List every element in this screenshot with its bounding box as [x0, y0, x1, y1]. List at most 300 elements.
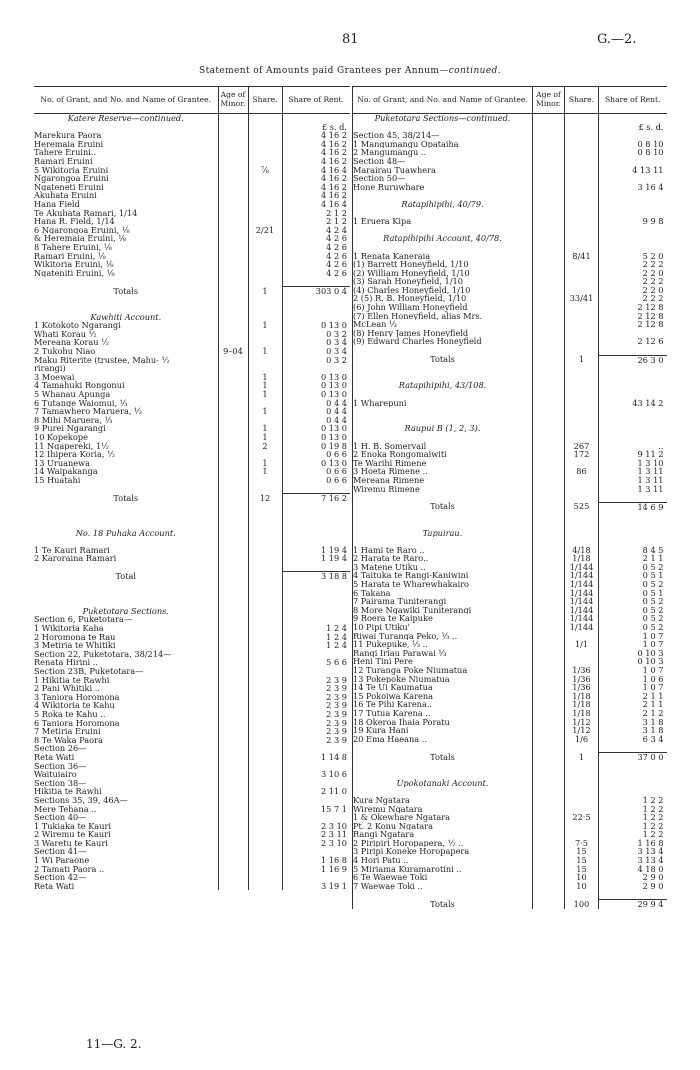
age-cell [218, 590, 248, 599]
rent-cell: 1 2 2 [599, 830, 667, 839]
age-cell [218, 503, 248, 512]
table-row [34, 787, 350, 796]
age-cell [533, 320, 565, 329]
rent-cell: 4 2 4 [282, 226, 350, 235]
table-row [353, 174, 667, 183]
rent-cell: 4 13 11 [599, 166, 667, 175]
grantee-cell: 8 More Ngawiki Tuniterangi [353, 606, 533, 615]
section-heading: Tapuirau. [353, 529, 533, 538]
rent-cell: 2 12 8 [599, 312, 667, 321]
share-cell [248, 157, 282, 166]
age-cell [218, 615, 248, 624]
age-cell [218, 762, 248, 771]
rent-cell: .. [599, 442, 667, 451]
table-row [34, 485, 350, 494]
grantee-cell [353, 493, 533, 502]
table-row [353, 260, 667, 269]
rent-cell: 3 10 6 [282, 770, 350, 779]
age-cell [533, 364, 565, 373]
age-cell [218, 624, 248, 633]
table-row [34, 650, 350, 659]
age-cell [218, 174, 248, 183]
rent-cell [599, 157, 667, 166]
age-cell [218, 364, 248, 373]
grantee-cell: 9 Roera te Kaipuke [353, 614, 533, 623]
grantee-cell [353, 770, 533, 779]
share-cell: 15 [565, 847, 599, 856]
grantee-cell: 10 Pipi Utiku' [353, 623, 533, 632]
share-cell [565, 312, 599, 321]
grantee-cell [353, 520, 533, 529]
age-cell [533, 174, 565, 183]
rent-cell: 2 12 6 [599, 337, 667, 346]
table-row [353, 890, 667, 899]
age-cell [218, 356, 248, 365]
table-row [34, 191, 350, 200]
header-rent: Share of Rent. [282, 87, 350, 114]
age-cell [218, 295, 248, 304]
share-cell [248, 779, 282, 788]
table-row [353, 805, 667, 814]
share-cell [248, 839, 282, 848]
age-cell [218, 822, 248, 831]
share-cell: 15 [565, 865, 599, 874]
table-row [34, 123, 350, 132]
share-cell [565, 796, 599, 805]
rent-cell [282, 813, 350, 822]
age-cell [533, 148, 565, 157]
age-cell [533, 485, 565, 494]
table-row [34, 390, 350, 399]
age-cell [533, 589, 565, 598]
grantee-cell: (3) Sarah Honeyfield, 1/10 [353, 277, 533, 286]
rent-cell [599, 743, 667, 752]
rent-cell: 2 12 8 [599, 320, 667, 329]
share-cell [565, 890, 599, 899]
section-heading: Raupui B (1, 2, 3). [353, 424, 533, 433]
share-cell: 1/6 [565, 735, 599, 744]
rent-cell: 2 3 9 [282, 676, 350, 685]
rent-cell [599, 191, 667, 200]
age-cell [533, 476, 565, 485]
grantee-cell [34, 563, 218, 572]
table-row [34, 537, 350, 546]
share-cell: 22·5 [565, 813, 599, 822]
rent-cell: 26 3 0 [599, 355, 667, 364]
grantee-cell: Rangi Ngatara [353, 830, 533, 839]
grantee-cell: Whati Korau ½ [34, 329, 97, 339]
rent-cell: 4 16 2 [282, 191, 350, 200]
table-row [34, 304, 350, 313]
section-heading-row [34, 607, 350, 616]
grantee-cell: (2) William Honeyfield, 1/10 [353, 269, 533, 278]
table-row [353, 666, 667, 675]
share-cell [248, 572, 282, 581]
rent-cell [599, 234, 667, 243]
rent-cell [282, 744, 350, 753]
grantee-cell: Heni Tini Pere [353, 657, 533, 666]
share-cell [565, 157, 599, 166]
share-cell [248, 727, 282, 736]
share-cell: 1 [565, 752, 599, 761]
grantee-cell: 19 Kura Hani [353, 726, 533, 735]
grantee-cell: Ngateniti Eruini, ⅛ [34, 268, 115, 278]
grantee-cell [353, 743, 533, 752]
rent-cell: 2 1 2 [282, 209, 350, 218]
age-cell [533, 529, 565, 538]
share-cell [248, 667, 282, 676]
table-row [353, 873, 667, 882]
age-cell [218, 847, 248, 856]
age-cell [218, 865, 248, 874]
rent-cell [282, 762, 350, 771]
grantee-cell: 14 Te Ui Kaumatua [353, 683, 533, 692]
grantee-cell: 11 Ngapereki, 1½ [34, 441, 110, 451]
share-cell [565, 493, 599, 502]
age-cell [218, 676, 248, 685]
rent-cell: 0 10 3 [599, 657, 667, 666]
rent-cell: 1 3 10 [599, 459, 667, 468]
age-cell [218, 796, 248, 805]
share-cell [248, 598, 282, 607]
table-row [34, 407, 350, 416]
share-cell: 1/36 [565, 683, 599, 692]
table-row [34, 347, 350, 356]
share-cell [248, 633, 282, 642]
age-cell [533, 571, 565, 580]
totals-row [353, 900, 667, 909]
grantee-cell: Renata Hirini .. [34, 658, 98, 667]
age-cell [533, 830, 565, 839]
age-cell [218, 467, 248, 476]
grantee-cell: 4 Hori Patu .. [353, 856, 533, 865]
grantee-cell: Kura Ngatara [353, 796, 533, 805]
age-cell [533, 243, 565, 252]
table-row [353, 882, 667, 891]
age-cell [218, 805, 248, 814]
share-cell [565, 529, 599, 538]
rent-cell [282, 511, 350, 520]
rent-cell: 1 14 8 [282, 753, 350, 762]
grantee-cell: (8) Henry James Honeyfield [353, 329, 533, 338]
grantee-cell: Hana R. Field, 1/14 [34, 217, 115, 226]
table-row [353, 467, 667, 476]
section-heading: Ratapihipihi Account, 40/78. [353, 234, 533, 243]
age-cell [218, 338, 248, 347]
rent-cell: 0 13 0 [282, 390, 350, 399]
share-cell [565, 399, 599, 408]
share-cell [248, 399, 282, 408]
table-row [353, 407, 667, 416]
rent-cell [599, 424, 667, 433]
rent-cell [599, 200, 667, 209]
rent-cell [282, 590, 350, 599]
grantee-cell [353, 226, 533, 235]
grantee-cell [34, 304, 218, 313]
grantee-cell: 2 Enoka Rongomaiwiti [353, 450, 533, 459]
grantee-cell: 10 Kopekope [34, 432, 88, 442]
table-row [353, 269, 667, 278]
share-cell [565, 787, 599, 796]
grantee-cell: 17 Tutua Karena .. [353, 709, 533, 718]
share-cell [248, 744, 282, 753]
age-cell [533, 614, 565, 623]
share-cell [248, 615, 282, 624]
share-cell [248, 511, 282, 520]
age-cell [533, 346, 565, 355]
rent-cell: 2 1 1 [599, 700, 667, 709]
rent-cell: 3 19 1 [282, 882, 350, 891]
age-cell [533, 502, 565, 511]
age-cell [218, 520, 248, 529]
grantee-cell: 3 Matene Utiku .. [353, 563, 533, 572]
rent-cell: 8 4 5 [599, 546, 667, 555]
share-cell: 1 [565, 355, 599, 364]
section-heading-row [34, 529, 350, 538]
age-cell [533, 692, 565, 701]
grantee-cell: 2 Horomona te Rau [34, 632, 116, 642]
rent-cell: 0 6 6 [282, 476, 350, 485]
share-cell: 1 [248, 347, 282, 356]
table-row [353, 373, 667, 382]
grantee-cell: 2 Pani Whitiki .. [34, 684, 100, 693]
rent-cell: 2 9 0 [599, 882, 667, 891]
table-row [34, 701, 350, 710]
rent-cell: 2 3 9 [282, 693, 350, 702]
totals-row [353, 355, 667, 364]
age-cell [533, 640, 565, 649]
share-cell: 1 [248, 467, 282, 476]
table-row [353, 537, 667, 546]
rent-cell: 0 5 2 [599, 597, 667, 606]
age-cell [533, 520, 565, 529]
grantee-cell: Reta Wati [34, 752, 75, 762]
age-cell [218, 390, 248, 399]
share-cell [248, 252, 282, 261]
rent-cell [599, 520, 667, 529]
rent-cell [599, 511, 667, 520]
age-cell [218, 873, 248, 882]
table-row [34, 373, 350, 382]
table-row [353, 571, 667, 580]
rent-cell: 3 13 4 [599, 856, 667, 865]
table-row [34, 356, 350, 365]
age-cell [533, 183, 565, 192]
table-row [34, 554, 350, 563]
share-cell [248, 520, 282, 529]
share-cell: 1/144 [565, 614, 599, 623]
rent-cell [282, 114, 350, 123]
share-cell: 1/144 [565, 606, 599, 615]
table-row [353, 148, 667, 157]
table-row [34, 424, 350, 433]
title-continued: continued. [448, 66, 501, 76]
rent-cell [282, 667, 350, 676]
age-cell [533, 200, 565, 209]
grantee-cell [353, 537, 533, 546]
rent-cell: 0 5 1 [599, 589, 667, 598]
share-cell [248, 485, 282, 494]
grantee-cell: 1 Hikitia te Rawhi [34, 675, 110, 685]
rent-cell: 0 13 0 [282, 373, 350, 382]
age-cell [218, 442, 248, 451]
grantee-cell: Section 36— [34, 761, 87, 771]
rent-cell: 3 18 8 [282, 572, 350, 581]
rent-cell [599, 762, 667, 771]
grantee-cell: Mereana Korau ½ [34, 338, 110, 348]
rent-cell [282, 873, 350, 882]
grantee-cell [353, 364, 533, 373]
age-cell [218, 252, 248, 261]
rent-cell [599, 433, 667, 442]
grantee-cell: 8 Mihi Maruera, ⅓ [34, 415, 113, 425]
table-row [353, 563, 667, 572]
rent-cell [599, 537, 667, 546]
table-row [353, 450, 667, 459]
table-row [353, 640, 667, 649]
grantee-cell: (7) Ellen Honeyfield, alias Mrs. [353, 312, 533, 321]
table-row [34, 830, 350, 839]
table-row [34, 520, 350, 529]
grantee-cell: rirangi) [34, 364, 66, 373]
share-cell: 1/18 [565, 554, 599, 563]
age-cell [533, 632, 565, 641]
table-row [34, 217, 350, 226]
age-cell [533, 390, 565, 399]
age-cell [218, 157, 248, 166]
table-row [353, 140, 667, 149]
age-cell [533, 657, 565, 666]
table-row [34, 295, 350, 304]
share-cell [248, 701, 282, 710]
share-cell: 1 [248, 321, 282, 330]
age-cell [218, 744, 248, 753]
rent-cell [282, 615, 350, 624]
share-cell: 1/18 [565, 692, 599, 701]
share-cell [565, 148, 599, 157]
rent-cell [282, 295, 350, 304]
age-cell [218, 641, 248, 650]
share-cell: 267 [565, 442, 599, 451]
share-cell [248, 830, 282, 839]
grantee-cell: 12 Ihipera Koria, ½ [34, 450, 116, 459]
rent-cell: 4 2 6 [282, 260, 350, 269]
rent-cell: 2 2 0 [599, 286, 667, 295]
age-cell [218, 607, 248, 616]
rent-cell: £ s. d. [599, 123, 667, 132]
section-heading-row [34, 313, 350, 322]
age-cell [218, 399, 248, 408]
rent-cell: 2 1 1 [599, 692, 667, 701]
rent-cell [599, 787, 667, 796]
age-cell [218, 667, 248, 676]
rent-cell: 4 2 6 [282, 234, 350, 243]
rent-cell: 0 5 2 [599, 563, 667, 572]
grantee-cell: 2 Tukohu Niao [34, 347, 96, 356]
table-row [34, 511, 350, 520]
share-cell [248, 873, 282, 882]
table-row [353, 416, 667, 425]
grantee-cell: 6 Takana [353, 589, 533, 598]
share-cell [565, 337, 599, 346]
grantee-cell: 1 Tukiaka te Kauri [34, 821, 111, 831]
share-cell [565, 805, 599, 814]
age-cell [218, 286, 248, 295]
age-cell [533, 865, 565, 874]
age-cell [218, 650, 248, 659]
share-cell [565, 183, 599, 192]
share-cell: 12 [248, 494, 282, 503]
section-heading-row [353, 381, 667, 390]
rent-cell: 2 9 0 [599, 873, 667, 882]
rent-cell [599, 209, 667, 218]
share-cell [565, 131, 599, 140]
table-row [353, 123, 667, 132]
age-cell [533, 260, 565, 269]
table-row [353, 433, 667, 442]
rent-cell: 1 3 11 [599, 476, 667, 485]
age-cell [533, 433, 565, 442]
table-row [353, 580, 667, 589]
rent-cell [599, 114, 667, 123]
rent-cell [599, 529, 667, 538]
rent-cell: 0 13 0 [282, 424, 350, 433]
rent-cell: 0 3 2 [282, 330, 350, 339]
rent-cell: 4 16 2 [282, 183, 350, 192]
table-row [34, 873, 350, 882]
share-cell [565, 200, 599, 209]
rent-cell: 0 5 2 [599, 580, 667, 589]
grantee-cell: Riwai Turanga Peko, ⅓ .. [353, 632, 533, 641]
rent-cell [599, 174, 667, 183]
table-row [34, 209, 350, 218]
share-cell [248, 234, 282, 243]
rent-cell: 2 11 0 [282, 787, 350, 796]
section-heading: Katere Reserve—continued. [67, 113, 184, 123]
grantee-cell: Section 22, Puketotara, 38/214— [34, 649, 172, 659]
grantee-cell [34, 590, 218, 599]
rent-cell: 0 3 4 [282, 347, 350, 356]
share-cell: 525 [565, 502, 599, 511]
grantee-cell [353, 346, 533, 355]
table-row [34, 710, 350, 719]
grantee-cell: 2 Wiremu te Kauri [34, 830, 111, 839]
table-row [353, 183, 667, 192]
share-cell: 1/144 [565, 563, 599, 572]
share-cell [248, 822, 282, 831]
share-cell [248, 581, 282, 590]
rent-cell: 7 16 2 [282, 494, 350, 503]
age-cell [533, 381, 565, 390]
table-row [353, 554, 667, 563]
rent-cell [282, 598, 350, 607]
rent-cell: 0 4 4 [282, 399, 350, 408]
table-row [34, 676, 350, 685]
table-row [34, 882, 350, 891]
share-cell [565, 770, 599, 779]
table-row [353, 856, 667, 865]
table-row [353, 718, 667, 727]
table-row [353, 226, 667, 235]
table-row [34, 476, 350, 485]
footer-signature: 11—G. 2. [86, 1037, 142, 1051]
table-row [353, 692, 667, 701]
grantee-cell [353, 511, 533, 520]
rent-cell: 2 3 9 [282, 736, 350, 745]
share-cell [248, 805, 282, 814]
share-cell [248, 856, 282, 865]
age-cell [218, 243, 248, 252]
